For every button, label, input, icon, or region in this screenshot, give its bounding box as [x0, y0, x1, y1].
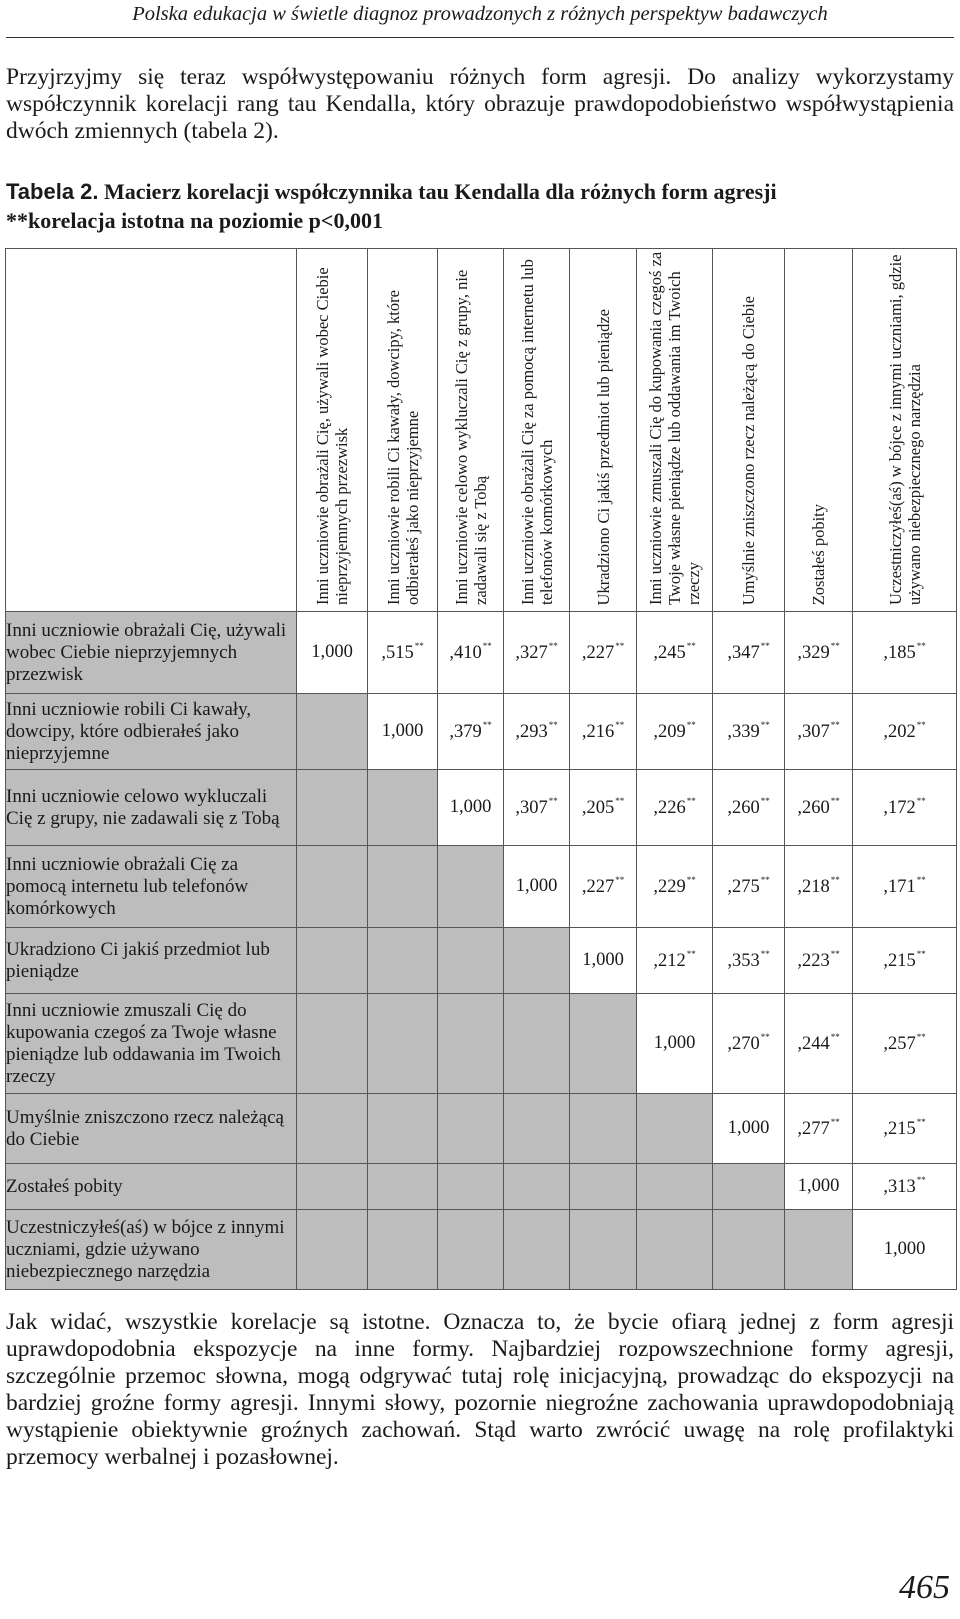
table-cell [637, 1210, 713, 1290]
table-cell [368, 846, 438, 928]
column-header-label: Uczestniczyłeś(aś) w bójce z innymi uczniami, gdzie używano niebezpiecznego narzędzia [885, 254, 924, 605]
correlation-value: 1,000 [727, 1118, 770, 1138]
table-cell [504, 1210, 570, 1290]
table-caption-title: Macierz korelacji współczynnika tau Kendalla dla różnych form agresji [98, 179, 777, 204]
table-cell [570, 928, 637, 994]
table-cell [297, 770, 368, 846]
table-cell [570, 846, 637, 928]
table-cell [713, 1094, 785, 1164]
column-header-label: Ukradziono Ci jakiś przedmiot lub pieniądze [593, 308, 613, 605]
table-cell [368, 1210, 438, 1290]
table-row [6, 928, 957, 994]
column-header [785, 249, 853, 612]
correlation-value: ,353 [727, 951, 760, 971]
correlation-value: 1,000 [797, 1176, 840, 1196]
correlation-value: ,171 [883, 877, 916, 897]
table-cell [785, 770, 853, 846]
table-row [6, 1094, 957, 1164]
significance-marker: ** [830, 796, 840, 806]
significance-marker: ** [916, 1175, 926, 1185]
correlation-value: ,293 [515, 722, 548, 742]
table-cell [368, 1164, 438, 1210]
table-cell [368, 994, 438, 1094]
table-cell [637, 612, 713, 694]
correlation-value: ,379 [449, 722, 482, 742]
correlation-value: ,185 [883, 643, 916, 663]
table-cell [504, 994, 570, 1094]
significance-marker: ** [548, 796, 558, 806]
table-cell [713, 1210, 785, 1290]
column-header-label: Inni uczniowie zmuszali Cię do kupowania czegoś za Twoje własne pieniądze lub oddawania im Twoich rzeczy [646, 251, 703, 605]
table-cell [637, 1164, 713, 1210]
table-cell [853, 694, 957, 770]
significance-marker: ** [760, 720, 770, 730]
correlation-value: ,212 [653, 951, 686, 971]
column-header-label: Inni uczniowie obrażali Cię, używali wobec Ciebie nieprzyjemnych przezwisk [313, 267, 351, 605]
correlation-value: ,339 [727, 722, 760, 742]
row-header: Inni uczniowie celowo wykluczali Cię z grupy, nie zadawali się z Tobą [6, 770, 297, 846]
table-cell [438, 770, 504, 846]
table-cell [713, 846, 785, 928]
correlation-value: ,205 [581, 798, 615, 818]
significance-marker: ** [916, 720, 926, 730]
column-header-label: Zostałeś pobity [809, 503, 828, 605]
table-cell [637, 846, 713, 928]
correlation-value: ,260 [797, 798, 830, 818]
correlation-value: 1,000 [582, 950, 624, 970]
table-row [6, 1164, 957, 1210]
column-header-row [6, 249, 957, 612]
outro-paragraph: Jak widać, wszystkie korelacje są istotne. Oznacza to, że bycie ofiarą jednej z form agresji uprawdopodobnia ekspozycje na inne formy. Najbardziej rozpowszechnione formy agresji, szczególnie przemoc słowna, mogą odgrywać tutaj rolę inicjacyjną, prowadząc do ekspozycji na bardziej groźne formy agresji. Innymi słowy, pozornie niegroźne zachowania uprawdopodobniają wystąpienie obiektywnie groźnych zachowań. Stąd warto zwrócić uwagę na rolę profilaktyki przemocy werbalnej i pozasłownej. [6, 1309, 954, 1470]
row-header: Ukradziono Ci jakiś przedmiot lub pieniądze [6, 928, 297, 994]
significance-marker: ** [548, 720, 558, 730]
row-header: Zostałeś pobity [6, 1164, 297, 1210]
table-cell [297, 1094, 368, 1164]
running-header: Polska edukacja w świetle diagnoz prowadzonych z różnych perspektyw badawczych [132, 3, 828, 25]
page-number: 465 [899, 1569, 950, 1606]
significance-marker: ** [548, 641, 558, 651]
row-header: Inni uczniowie obrażali Cię za pomocą internetu lub telefonów komórkowych [6, 846, 297, 928]
table-row [6, 994, 957, 1094]
column-header [637, 249, 713, 612]
significance-marker: ** [686, 949, 696, 959]
table-corner [6, 249, 297, 612]
correlation-value: ,244 [797, 1034, 830, 1054]
table-cell [570, 994, 637, 1094]
correlation-value: ,257 [883, 1034, 916, 1054]
significance-marker: ** [615, 641, 625, 651]
table-cell [637, 770, 713, 846]
significance-marker: ** [615, 720, 625, 730]
significance-marker: ** [830, 1032, 840, 1042]
table-cell [853, 1210, 957, 1290]
table-cell [297, 928, 368, 994]
correlation-value: ,270 [727, 1034, 760, 1054]
correlation-value: ,307 [797, 722, 830, 742]
correlation-value: ,410 [449, 643, 482, 663]
correlation-value: 1,000 [883, 1239, 926, 1259]
column-header-label: Inni uczniowie obrażali Cię za pomocą internetu lub telefonów komórkowych [517, 259, 556, 605]
correlation-value: 1,000 [653, 1033, 696, 1053]
table-cell [853, 1094, 957, 1164]
significance-marker: ** [482, 720, 492, 730]
table-cell [570, 612, 637, 694]
significance-marker: ** [830, 1117, 840, 1127]
correlation-value: ,229 [653, 877, 686, 897]
column-header [853, 249, 957, 612]
table-cell [368, 770, 438, 846]
table-cell [785, 1094, 853, 1164]
row-header: Inni uczniowie obrażali Cię, używali wobec Ciebie nieprzyjemnych przezwisk [6, 612, 297, 694]
table-cell [438, 694, 504, 770]
correlation-value: ,313 [883, 1177, 916, 1197]
correlation-value: 1,000 [449, 797, 492, 817]
correlation-value: ,227 [581, 877, 615, 897]
table-cell [504, 694, 570, 770]
table-cell [853, 928, 957, 994]
correlation-value: ,202 [883, 722, 916, 742]
significance-marker: ** [482, 641, 492, 651]
correlation-value: ,347 [727, 643, 760, 663]
table-cell [570, 694, 637, 770]
column-header [438, 249, 504, 612]
table-cell [570, 770, 637, 846]
significance-marker: ** [916, 1117, 926, 1127]
table-cell [785, 1164, 853, 1210]
table-cell [504, 612, 570, 694]
table-cell [504, 928, 570, 994]
significance-marker: ** [760, 1032, 770, 1042]
table-row [6, 1210, 957, 1290]
table-cell [637, 994, 713, 1094]
table-cell [785, 694, 853, 770]
table-cell [713, 994, 785, 1094]
significance-marker: ** [686, 641, 696, 651]
correlation-value: ,215 [883, 1119, 916, 1139]
significance-marker: ** [615, 875, 625, 885]
table-cell [504, 1164, 570, 1210]
table-cell [297, 1164, 368, 1210]
table-cell [853, 612, 957, 694]
table-caption-note: **korelacja istotna na poziomie p<0,001 [6, 208, 383, 233]
significance-marker: ** [760, 796, 770, 806]
table-cell [297, 612, 368, 694]
significance-marker: ** [830, 641, 840, 651]
significance-marker: ** [830, 875, 840, 885]
table-cell [438, 612, 504, 694]
table-cell [570, 1164, 637, 1210]
table-cell [504, 846, 570, 928]
table-cell [637, 694, 713, 770]
table-caption [6, 177, 954, 235]
table-cell [297, 1210, 368, 1290]
significance-marker: ** [916, 641, 926, 651]
row-header: Inni uczniowie robili Ci kawały, dowcipy, które odbierałeś jako nieprzyjemne [6, 694, 297, 770]
table-cell [438, 928, 504, 994]
correlation-value: ,327 [515, 643, 548, 663]
table-cell [297, 846, 368, 928]
table-cell [438, 846, 504, 928]
column-header [713, 249, 785, 612]
correlation-value: ,329 [797, 643, 830, 663]
row-header: Umyślnie zniszczono rzecz należącą do Ciebie [6, 1094, 297, 1164]
significance-marker: ** [686, 875, 696, 885]
column-header-label: Umyślnie zniszczono rzecz należącą do Ciebie [739, 295, 758, 605]
significance-marker: ** [615, 796, 625, 806]
correlation-value: ,260 [727, 798, 760, 818]
table-cell [853, 994, 957, 1094]
significance-marker: ** [830, 949, 840, 959]
table-cell [785, 928, 853, 994]
correlation-value: ,226 [653, 798, 686, 818]
correlation-value: ,275 [727, 877, 760, 897]
table-cell [785, 1210, 853, 1290]
table-cell [504, 1094, 570, 1164]
table-cell [570, 1094, 637, 1164]
table-cell [785, 994, 853, 1094]
correlation-table [5, 248, 957, 1290]
table-cell [713, 612, 785, 694]
correlation-value: ,215 [883, 951, 916, 971]
table-cell [853, 770, 957, 846]
correlation-value: ,216 [581, 722, 615, 742]
table-cell [570, 1210, 637, 1290]
table-cell [438, 994, 504, 1094]
table-cell [785, 846, 853, 928]
table-caption-label: Tabela 2. [6, 179, 99, 204]
intro-paragraph: Przyjrzyjmy się teraz współwystępowaniu różnych form agresji. Do analizy wykorzystamy współczynnik korelacji rang tau Kendalla, który obrazuje prawdopodobieństwo współwystąpienia dwóch zmiennych (tabela 2). [6, 64, 954, 144]
correlation-value: ,515 [381, 643, 414, 663]
significance-marker: ** [760, 875, 770, 885]
table-cell [438, 1164, 504, 1210]
correlation-value: ,218 [797, 877, 830, 897]
table-cell [713, 1164, 785, 1210]
table-cell [297, 994, 368, 1094]
significance-marker: ** [830, 720, 840, 730]
table-cell [504, 770, 570, 846]
correlation-value: ,223 [797, 951, 830, 971]
table-cell [713, 770, 785, 846]
column-header [368, 249, 438, 612]
significance-marker: ** [916, 949, 926, 959]
table-row [6, 694, 957, 770]
column-header-label: Inni uczniowie robili Ci kawały, dowcipy, które odbierałeś jako nieprzyjemne [383, 290, 422, 605]
column-header [504, 249, 570, 612]
correlation-value: ,277 [797, 1119, 830, 1139]
table-cell [713, 694, 785, 770]
table-row [6, 846, 957, 928]
significance-marker: ** [916, 875, 926, 885]
table-row [6, 770, 957, 846]
table-cell [853, 1164, 957, 1210]
table-body [6, 612, 957, 1290]
table-cell [637, 928, 713, 994]
table-cell [368, 694, 438, 770]
table-cell [368, 612, 438, 694]
correlation-value: 1,000 [311, 642, 353, 662]
table-cell [713, 928, 785, 994]
column-header-label: Inni uczniowie celowo wykluczali Cię z grupy, nie zadawali się z Tobą [451, 269, 490, 605]
table-cell [438, 1094, 504, 1164]
row-header: Inni uczniowie zmuszali Cię do kupowania czegoś za Twoje własne pieniądze lub oddawania im Twoich rzeczy [6, 994, 297, 1094]
row-header: Uczestniczyłeś(aś) w bójce z innymi uczniami, gdzie używano niebezpiecznego narzędzia [6, 1210, 297, 1290]
correlation-value: ,172 [883, 798, 916, 818]
table-cell [438, 1210, 504, 1290]
significance-marker: ** [686, 796, 696, 806]
correlation-value: ,209 [653, 722, 686, 742]
significance-marker: ** [760, 949, 770, 959]
table-cell [637, 1094, 713, 1164]
table-cell [853, 846, 957, 928]
significance-marker: ** [414, 641, 424, 651]
significance-marker: ** [760, 641, 770, 651]
table-cell [297, 694, 368, 770]
correlation-value: ,227 [581, 643, 615, 663]
correlation-value: 1,000 [381, 721, 424, 741]
column-header [570, 249, 637, 612]
significance-marker: ** [916, 796, 926, 806]
table-cell [785, 612, 853, 694]
table-cell [368, 928, 438, 994]
significance-marker: ** [916, 1032, 926, 1042]
significance-marker: ** [686, 720, 696, 730]
header-rule [6, 37, 954, 38]
table-row [6, 612, 957, 694]
table-cell [368, 1094, 438, 1164]
correlation-value: ,245 [653, 643, 686, 663]
correlation-value: ,307 [515, 798, 548, 818]
column-header [297, 249, 368, 612]
correlation-value: 1,000 [515, 876, 558, 896]
